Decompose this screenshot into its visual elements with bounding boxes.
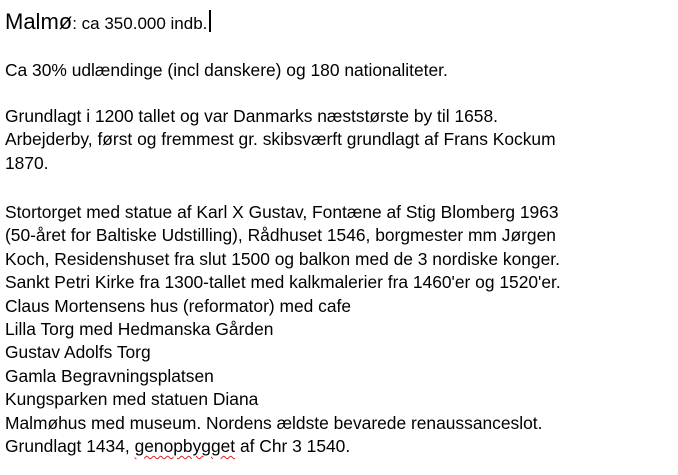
history-line-1: Grundlagt i 1200 tallet og var Danmarks næststørste by til 1658. — [5, 106, 498, 126]
misspelled-word[interactable]: genopbygget — [134, 436, 236, 456]
population-text: ca 350.000 indb. — [76, 14, 208, 33]
sights-line-1: Stortorget med statue af Karl X Gustav, Fontæne af Stig Blomberg 1963 — [5, 202, 559, 222]
title-colon: : — [72, 14, 77, 33]
history-line-2: Arbejderby, først og fremmest gr. skibsværft grundlagt af Frans Kockum — [5, 129, 556, 150]
sights-line-2: (50-året for Baltiske Udstilling), Rådhuset 1546, borgmester mm Jørgen — [5, 225, 556, 246]
sights-line-7: Gustav Adolfs Torg — [5, 342, 151, 363]
text-cursor — [209, 10, 211, 32]
last-line-end: af Chr 3 1540. — [235, 436, 351, 456]
history-line-3: 1870. — [5, 152, 49, 173]
sights-line-9: Kungsparken med statuen Diana — [5, 389, 259, 410]
sights-line-3: Koch, Residenshuset fra slut 1500 og balkon med de 3 nordiske konger. — [5, 248, 560, 269]
sights-line-11 — [5, 435, 350, 458]
document-title — [5, 8, 211, 39]
sights-line-6: Lilla Torg med Hedmanska Gården — [5, 319, 274, 339]
intro-paragraph: Ca 30% udlændinge (incl danskere) og 180 nationaliteter. — [5, 60, 448, 80]
sights-line-4: Sankt Petri Kirke fra 1300-tallet med kalkmalerier fra 1460'er og 1520'er. — [5, 272, 561, 293]
city-name: Malmø — [5, 9, 73, 34]
sights-line-8: Gamla Begravningsplatsen — [5, 365, 214, 386]
sights-line-5: Claus Mortensens hus (reformator) med cafe — [5, 295, 352, 316]
sights-line-10: Malmøhus med museum. Nordens ældste bevarede renaussanceslot. — [5, 412, 543, 433]
last-line-start: Grundlagt 1434, — [5, 436, 135, 456]
